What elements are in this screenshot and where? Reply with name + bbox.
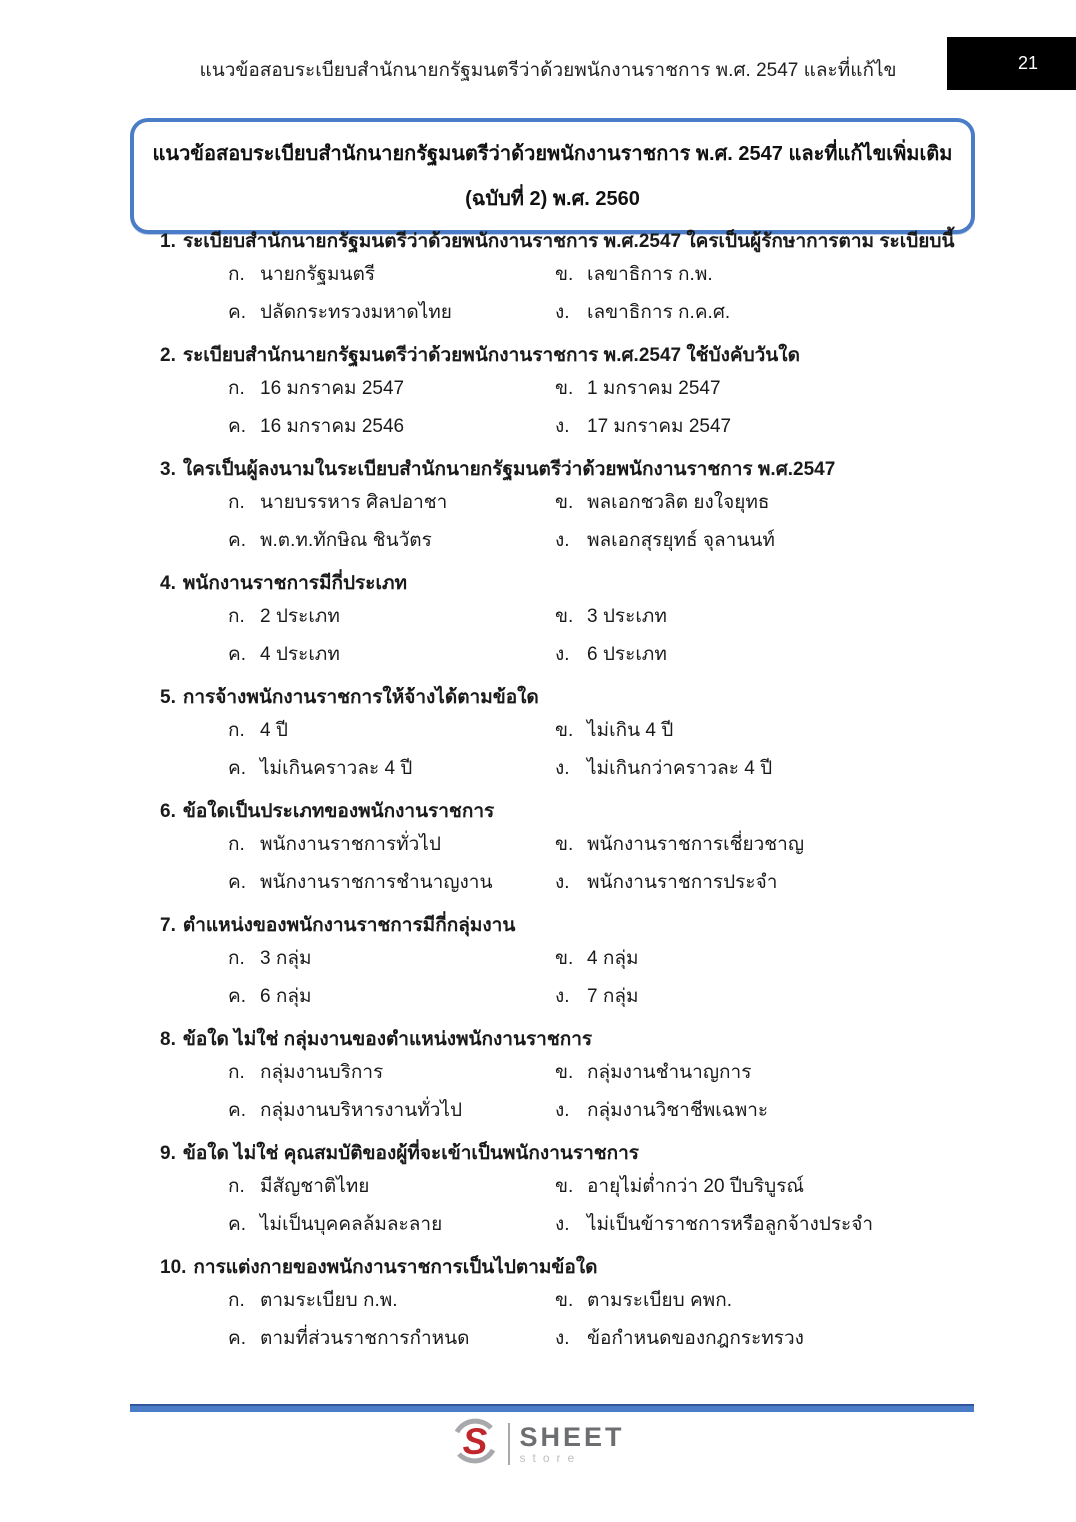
option-letter: ง. xyxy=(555,302,570,323)
option xyxy=(555,408,981,446)
option-text: พนักงานราชการทั่วไป xyxy=(260,834,441,855)
question-options xyxy=(228,1054,981,1130)
question-number: 6. xyxy=(160,801,176,822)
option-text: ไม่เป็นบุคคลล้มละลาย xyxy=(260,1214,443,1235)
option xyxy=(228,522,555,560)
question-text: ข้อใด ไม่ใช่ คุณสมบัติของผู้ที่จะเข้าเป็นพนักงานราชการ xyxy=(182,1143,640,1164)
option xyxy=(228,712,555,750)
option-text: ข้อกำหนดของกฎกระทรวง xyxy=(587,1328,804,1349)
option-letter: ก. xyxy=(228,492,245,513)
option xyxy=(228,864,555,902)
question-block xyxy=(160,1025,981,1130)
option xyxy=(228,1168,555,1206)
question-line xyxy=(160,1253,981,1282)
option-letter: ข. xyxy=(555,1290,574,1311)
option-letter: ก. xyxy=(228,1290,245,1311)
question-options xyxy=(228,370,981,446)
option-letter: ค. xyxy=(228,872,246,893)
question-text: การจ้างพนักงานราชการให้จ้างได้ตามข้อใด xyxy=(182,687,539,708)
option-letter: ข. xyxy=(555,606,574,627)
option xyxy=(555,484,981,522)
option-letter: ก. xyxy=(228,264,245,285)
question-options xyxy=(228,1282,981,1358)
option xyxy=(555,1206,981,1244)
option-text: 16 มกราคม 2547 xyxy=(260,378,405,399)
footer-divider xyxy=(130,1404,974,1412)
question-line xyxy=(160,455,981,484)
logo-letter: S xyxy=(463,1421,488,1462)
logo-brand: SHEET xyxy=(519,1421,625,1452)
option xyxy=(228,1320,555,1358)
option-text: ตามระเบียบ ก.พ. xyxy=(260,1290,398,1311)
question-options xyxy=(228,712,981,788)
question-line xyxy=(160,341,981,370)
option-text: นายกรัฐมนตรี xyxy=(260,264,376,285)
option-letter: ก. xyxy=(228,948,245,969)
option-text: พลเอกชวลิต ยงใจยุทธ xyxy=(587,492,770,513)
option-text: 4 กลุ่ม xyxy=(587,948,639,969)
option-letter: ง. xyxy=(555,758,570,779)
question-text: พนักงานราชการมีกี่ประเภท xyxy=(182,573,407,594)
option-text: ไม่เกินคราวละ 4 ปี xyxy=(260,758,413,779)
question-text: ตำแหน่งของพนักงานราชการมีกี่กลุ่มงาน xyxy=(182,915,516,936)
option-letter: ค. xyxy=(228,758,246,779)
option-text: นายบรรหาร ศิลปอาชา xyxy=(260,492,448,513)
option xyxy=(555,370,981,408)
option-text: พนักงานราชการชำนาญงาน xyxy=(260,872,493,893)
option-letter: ง. xyxy=(555,1100,570,1121)
option-letter: ก. xyxy=(228,834,245,855)
sheet-store-logo xyxy=(0,1417,1076,1470)
option xyxy=(555,598,981,636)
question-options xyxy=(228,940,981,1016)
option-letter: ค. xyxy=(228,986,246,1007)
question-options xyxy=(228,1168,981,1244)
option-text: 3 กลุ่ม xyxy=(260,948,312,969)
option-letter: ข. xyxy=(555,720,574,741)
question-number: 8. xyxy=(160,1029,176,1050)
option-text: กลุ่มงานชำนาญการ xyxy=(587,1062,752,1083)
question-text: ระเบียบสำนักนายกรัฐมนตรีว่าด้วยพนักงานราชการ พ.ศ.2547 ใช้บังคับวันใด xyxy=(182,345,800,366)
option-letter: ข. xyxy=(555,492,574,513)
option-letter: ง. xyxy=(555,416,570,437)
option xyxy=(555,1092,981,1130)
option xyxy=(228,408,555,446)
option-text: พ.ต.ท.ทักษิณ ชินวัตร xyxy=(260,530,432,551)
question-options xyxy=(228,484,981,560)
option xyxy=(555,1168,981,1206)
option xyxy=(555,826,981,864)
option-letter: ค. xyxy=(228,416,246,437)
option-letter: ค. xyxy=(228,302,246,323)
question-block xyxy=(160,341,981,446)
option-letter: ค. xyxy=(228,530,246,551)
option-letter: ง. xyxy=(555,1214,570,1235)
question-block xyxy=(160,1139,981,1244)
option xyxy=(228,1282,555,1320)
option-text: 7 กลุ่ม xyxy=(587,986,639,1007)
logo-text xyxy=(519,1421,625,1465)
exam-title-line2: (ฉบับที่ 2) พ.ศ. 2560 xyxy=(465,188,640,210)
question-block xyxy=(160,1253,981,1358)
option-text: เลขาธิการ ก.พ. xyxy=(587,264,713,285)
question-line xyxy=(160,1139,981,1168)
option xyxy=(555,1282,981,1320)
option-text: 4 ปี xyxy=(260,720,288,741)
option-text: ปลัดกระทรวงมหาดไทย xyxy=(260,302,452,323)
question-options xyxy=(228,598,981,674)
page-number-badge xyxy=(947,37,1076,90)
question-text: ข้อใดเป็นประเภทของพนักงานราชการ xyxy=(182,801,495,822)
option-letter: ง. xyxy=(555,1328,570,1349)
option-text: พลเอกสุรยุทธ์ จุลานนท์ xyxy=(587,530,775,551)
question-number: 10. xyxy=(160,1257,187,1278)
option xyxy=(228,370,555,408)
option xyxy=(555,712,981,750)
option-text: พนักงานราชการประจำ xyxy=(587,872,778,893)
question-line xyxy=(160,227,981,256)
exam-title-line1: แนวข้อสอบระเบียบสำนักนายกรัฐมนตรีว่าด้วยพนักงานราชการ พ.ศ. 2547 และที่แก้ไขเพิ่มเติม xyxy=(152,143,953,165)
question-text: ใครเป็นผู้ลงนามในระเบียบสำนักนายกรัฐมนตรีว่าด้วยพนักงานราชการ พ.ศ.2547 xyxy=(182,459,836,480)
question-number: 7. xyxy=(160,915,176,936)
option-letter: ข. xyxy=(555,264,574,285)
option xyxy=(228,750,555,788)
option-letter: ค. xyxy=(228,1328,246,1349)
option xyxy=(555,294,981,332)
question-options xyxy=(228,826,981,902)
question-number: 3. xyxy=(160,459,176,480)
option-letter: ก. xyxy=(228,720,245,741)
option-text: อายุไม่ต่ำกว่า 20 ปีบริบูรณ์ xyxy=(587,1176,805,1197)
option-letter: ง. xyxy=(555,644,570,665)
question-line xyxy=(160,569,981,598)
option-text: ไม่เกินกว่าคราวละ 4 ปี xyxy=(587,758,773,779)
option-text: ไม่เป็นข้าราชการหรือลูกจ้างประจำ xyxy=(587,1214,874,1235)
option xyxy=(555,978,981,1016)
option-text: เลขาธิการ ก.ค.ศ. xyxy=(587,302,731,323)
question-block xyxy=(160,797,981,902)
option xyxy=(555,1054,981,1092)
logo-divider xyxy=(508,1423,510,1465)
option xyxy=(228,294,555,332)
option-text: 4 ประเภท xyxy=(260,644,340,665)
question-text: การแต่งกายของพนักงานราชการเป็นไปตามข้อใด xyxy=(193,1257,598,1278)
option-text: 3 ประเภท xyxy=(587,606,667,627)
option-text: ตามที่ส่วนราชการกำหนด xyxy=(260,1328,470,1349)
option-text: มีสัญชาติไทย xyxy=(260,1176,370,1197)
question-number: 5. xyxy=(160,687,176,708)
option-letter: ค. xyxy=(228,1100,246,1121)
option xyxy=(228,1092,555,1130)
option-text: 17 มกราคม 2547 xyxy=(587,416,732,437)
option-letter: ก. xyxy=(228,1176,245,1197)
option xyxy=(228,978,555,1016)
option-letter: ค. xyxy=(228,644,246,665)
option-letter: ก. xyxy=(228,606,245,627)
option xyxy=(555,256,981,294)
option xyxy=(228,484,555,522)
option-text: 16 มกราคม 2546 xyxy=(260,416,405,437)
question-line xyxy=(160,911,981,940)
option-letter: ง. xyxy=(555,872,570,893)
page-number: 21 xyxy=(1017,53,1038,73)
option-letter: ข. xyxy=(555,1176,574,1197)
question-number: 1. xyxy=(160,231,176,252)
sheet-store-logo-icon xyxy=(451,1417,499,1470)
option-text: ไม่เกิน 4 ปี xyxy=(587,720,674,741)
question-list xyxy=(160,227,981,1367)
option-text: กลุ่มงานบริการ xyxy=(260,1062,384,1083)
exam-title-box xyxy=(130,118,975,234)
question-block xyxy=(160,455,981,560)
option xyxy=(228,1206,555,1244)
option-text: 1 มกราคม 2547 xyxy=(587,378,721,399)
question-number: 9. xyxy=(160,1143,176,1164)
question-block xyxy=(160,683,981,788)
option xyxy=(555,1320,981,1358)
option xyxy=(228,598,555,636)
question-options xyxy=(228,256,981,332)
option-letter: ก. xyxy=(228,378,245,399)
running-header-title: แนวข้อสอบระเบียบสำนักนายกรัฐมนตรีว่าด้วยพนักงานราชการ พ.ศ. 2547 และที่แก้ไข xyxy=(199,60,897,81)
question-line xyxy=(160,1025,981,1054)
question-block xyxy=(160,569,981,674)
option xyxy=(228,826,555,864)
option-letter: ข. xyxy=(555,948,574,969)
question-block xyxy=(160,227,981,332)
question-number: 4. xyxy=(160,573,176,594)
option-letter: ง. xyxy=(555,986,570,1007)
option-text: กลุ่มงานวิชาชีพเฉพาะ xyxy=(587,1100,769,1121)
logo-brand-sub: store xyxy=(519,1450,582,1465)
option-letter: ข. xyxy=(555,1062,574,1083)
question-text: ข้อใด ไม่ใช่ กลุ่มงานของตำแหน่งพนักงานราชการ xyxy=(182,1029,593,1050)
option-letter: ง. xyxy=(555,530,570,551)
option-letter: ข. xyxy=(555,834,574,855)
option-letter: ค. xyxy=(228,1214,246,1235)
question-line xyxy=(160,683,981,712)
question-text: ระเบียบสำนักนายกรัฐมนตรีว่าด้วยพนักงานราชการ พ.ศ.2547 ใครเป็นผู้รักษาการตาม ระเบียบนี้ xyxy=(182,231,955,252)
question-number: 2. xyxy=(160,345,176,366)
option-text: พนักงานราชการเชี่ยวชาญ xyxy=(587,834,805,855)
question-line xyxy=(160,797,981,826)
option xyxy=(555,864,981,902)
option xyxy=(228,1054,555,1092)
option-text: 2 ประเภท xyxy=(260,606,340,627)
option-text: กลุ่มงานบริหารงานทั่วไป xyxy=(260,1100,463,1121)
option xyxy=(555,636,981,674)
option-text: ตามระเบียบ คพก. xyxy=(587,1290,732,1311)
option xyxy=(228,940,555,978)
option xyxy=(228,636,555,674)
option-text: 6 กลุ่ม xyxy=(260,986,312,1007)
question-block xyxy=(160,911,981,1016)
option xyxy=(555,940,981,978)
option xyxy=(228,256,555,294)
option-letter: ก. xyxy=(228,1062,245,1083)
option xyxy=(555,522,981,560)
option-letter: ข. xyxy=(555,378,574,399)
option xyxy=(555,750,981,788)
option-text: 6 ประเภท xyxy=(587,644,667,665)
